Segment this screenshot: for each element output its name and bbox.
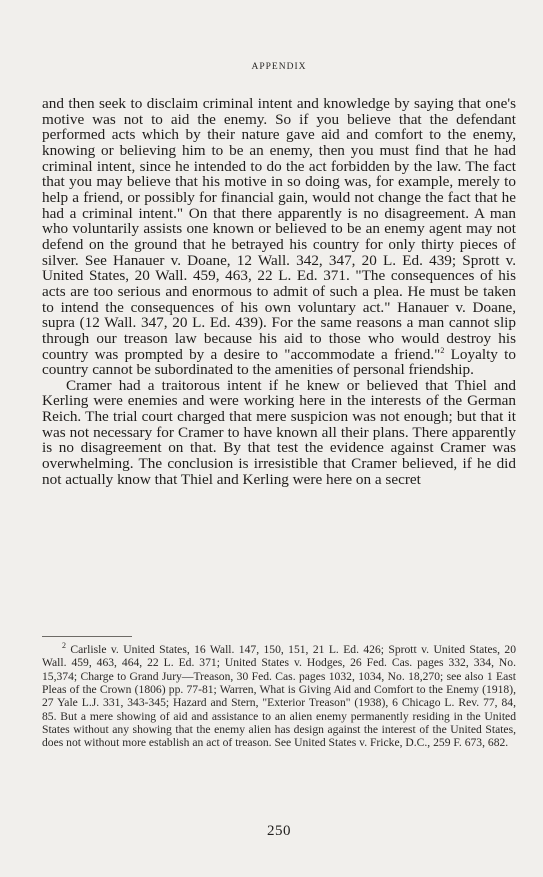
footnote-marker: 2 <box>62 641 66 651</box>
paragraph-cramer-intent: Cramer had a traitorous intent if he knew or believed that Thiel and Kerling were enemies and were working here in the interests of the German Reich. The trial court charged that mere suspicion was not enough; but that it was not necessary for Cramer to have known all their plans. There apparently is no disagreement on that. By that test the evidence against Cramer was overwhelming. The conclusion is irresistible that Cramer believed, if he did not actually know that Thiel and Kerling were here on a secret <box>42 376 516 488</box>
paragraph-text: Loyalty to country cannot be subordinated to the amenities of personal friendship. <box>42 345 516 379</box>
paragraph-continued <box>42 96 516 378</box>
book-page <box>42 0 516 877</box>
page-number: 250 <box>267 823 291 839</box>
body-text <box>42 96 516 487</box>
paragraph-text: and then seek to disclaim criminal intent and knowledge by saying that one's motive was not to aid the enemy. So if you believe that the defendant performed acts which by their nature gave aid and comfort to the enemy, knowing or believing him to be an enemy, then you must find that he had criminal intent, since he intended to do the act forbidden by the law. The fact that you may believe that his motive in so doing was, for example, merely to help a friend, or possibly for financial gain, would not change the fact that he had a criminal intent." On that there apparently is no disagreement. A man who voluntarily assists one known or believed to be an enemy agent may not defend on the ground that he betrayed his country for only thirty pieces of silver. See Hanauer v. Doane, 12 Wall. 342, 347, 20 L. Ed. 439; Sprott v. United States, 20 Wall. 459, 463, 22 L. Ed. 371. "The consequences of his acts are too serious and enormous to admit of such a plea. He must be taken to intend the consequences of his own voluntary act." Hanauer v. Doane, supra (12 Wall. 347, 20 L. Ed. 439). For the same reasons a man cannot slip through our treason law because his aid to those who would destroy his country was prompted by a desire to "accommodate a friend." <box>42 95 516 363</box>
footnote-reference: 2 <box>440 345 445 355</box>
footnote-text: Carlisle v. United States, 16 Wall. 147, 150, 151, 21 L. Ed. 426; Sprott v. United States, 20 Wall. 459, 463, 464, 22 L. Ed. 371; United States v. Hodges, 26 Fed. Cas. pages 332, 334, No. 15,374; Charge to Grand Jury—Treason, 30 Fed. Cas. pages 1032, 1034, No. 18,270; see also 1 East Pleas of the Crown (1806) pp. 77-81; Warren, What is Giving Aid and Comfort to the Enemy (1918), 27 Yale L.J. 331, 343-345; Hazard and Stern, "Exterior Treason" (1938), 6 Chicago L. Rev. 77, 84, 85. But a mere showing of aid and assistance to an alien enemy permanently residing in the United States without any showing that the enemy alien has design against the interest of the United States, does not without more establish an act of treason. See United States v. Fricke, D.C., 259 F. 673, 682. <box>42 643 516 750</box>
footnote-divider <box>42 636 132 637</box>
footnote <box>42 643 516 750</box>
running-head: APPENDIX <box>251 62 307 72</box>
